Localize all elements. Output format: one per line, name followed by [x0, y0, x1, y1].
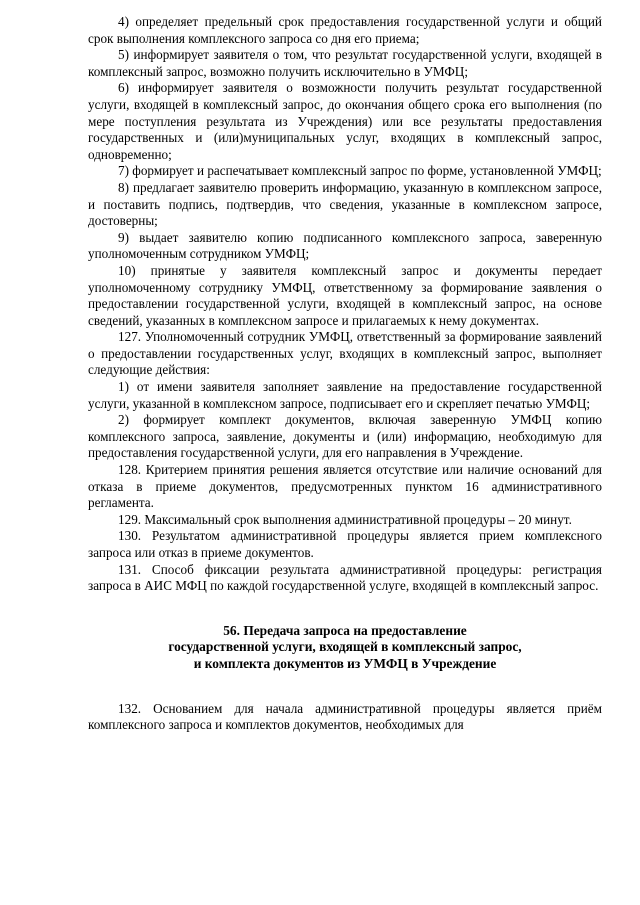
document-page — [88, 14, 602, 734]
section-heading-line-2: государственной услуги, входящей в комплексный запрос, — [168, 639, 522, 655]
section-heading — [88, 623, 602, 673]
paragraph-129: 129. Максимальный срок выполнения административной процедуры – 20 минут. — [118, 511, 572, 527]
section-heading-line-3: и комплекта документов из УМФЦ в Учреждение — [193, 655, 497, 671]
paragraph-item-10: 10) принятые у заявителя комплексный запрос и документы передает уполномоченному сотруднику УМФЦ, ответственному за формирование заявления о предоставлении государственной услуги, входящей в комплексный запрос, на основе сведений, указанных в комплексном запросе и прилагаемых к нему документах. — [88, 262, 602, 328]
paragraph-130: 130. Результатом административной процедуры является прием комплексного запроса или отказ в приеме документов. — [88, 528, 602, 560]
paragraph-127: 127. Уполномоченный сотрудник УМФЦ, ответственный за формирование заявлений о предоставлении государственных услуг, входящих в комплексный запрос, выполняет следующие действия: — [88, 329, 602, 378]
paragraph-128: 128. Критерием принятия решения является отсутствие или наличие оснований для отказа в приеме документов, предусмотренных пунктом 16 административного регламента. — [88, 462, 602, 511]
paragraph-131: 131. Способ фиксации результата административной процедуры: регистрация запроса в АИС МФЦ по каждой государственной услуге, входящей в комплексный запрос. — [88, 561, 602, 594]
paragraph-item-9: 9) выдает заявителю копию подписанного комплексного запроса, заверенную уполномоченным сотрудником УМФЦ; — [88, 229, 602, 262]
paragraph-item-5: 5) информирует заявителя о том, что результат государственной услуги, входящей в комплексный запрос, возможно получить исключительно в УМФЦ; — [88, 47, 602, 79]
paragraph-item-7: 7) формирует и распечатывает комплексный запрос по форме, установленной УМФЦ; — [118, 163, 602, 179]
paragraph-132: 132. Основанием для начала административной процедуры является приём комплексного запроса и комплектов документов, необходимых для — [88, 700, 602, 733]
paragraph-item-6: 6) информирует заявителя о возможности получить результат государственной услуги, входящей в комплексный запрос, до окончания общего срока его выполнения (по мере поступления результата из Учреждения) или все результаты предоставления государственных и (или)муниципальных услуг, входящих в комплексный запрос, одновременно; — [88, 80, 602, 162]
section-heading-line-1: 56. Передача запроса на предоставление — [223, 622, 467, 638]
paragraph-item-4: 4) определяет предельный срок предоставления государственной услуги и общий срок выполнения комплексного запроса со дня его приема; — [88, 14, 602, 46]
paragraph-127-item-1: 1) от имени заявителя заполняет заявление на предоставление государственной услуги, указанной в комплексном запросе, подписывает его и скрепляет печатью УМФЦ; — [88, 379, 602, 411]
paragraph-item-8: 8) предлагает заявителю проверить информацию, указанную в комплексном запросе, и поставить подпись, подтвердив, что сведения, указанные в комплексном запросе, достоверны; — [88, 179, 602, 229]
paragraph-127-item-2: 2) формирует комплект документов, включая заверенную УМФЦ копию комплексного запроса, заявление, документы и (или) информацию, необходимую для предоставления государственной услуги, для его направления в Учреждение. — [88, 412, 602, 461]
